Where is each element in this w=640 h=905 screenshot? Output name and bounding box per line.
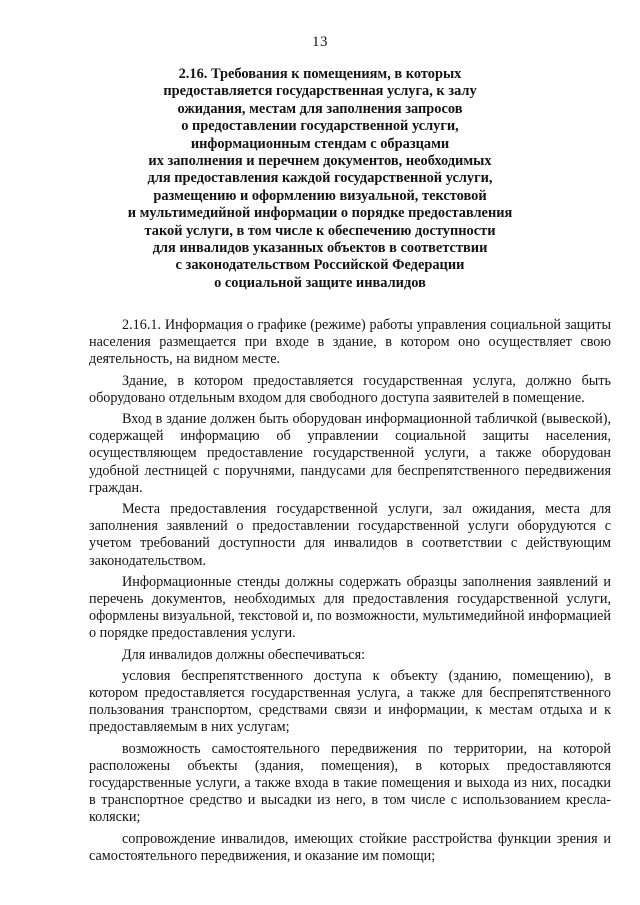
heading-line: их заполнения и перечнем документов, необходимых [148, 153, 492, 170]
paragraph-disabled-intro: Для инвалидов должны обеспечиваться: [122, 646, 366, 663]
heading-line: ожидания, местам для заполнения запросов [177, 100, 463, 117]
paragraph-info-stands: Информационные стенды должны содержать образцы заполнения заявлений и перечень документов, необходимых для предоставления государственной услуги, оформлены визуальной, текстовой и, по возможности, мультимедийной информацией о порядке предоставления услуги. [89, 573, 611, 642]
paragraph-separate-entrance: Здание, в котором предоставляется государственная услуга, должно быть оборудовано отдельным входом для свободного доступа заявителей в помещение. [89, 372, 611, 406]
heading-line: 2.16. Требования к помещениям, в которых [178, 66, 462, 82]
heading-line: информационным стендам с образцами [190, 135, 450, 152]
paragraph-access-conditions: условия беспрепятственного доступа к объекту (зданию, помещению), в котором предоставляется государственная услуга, а также для беспрепятственного пользования транспортом, средствами связи и информации, к местам отдыха и к предоставляемым в них услугам; [89, 667, 611, 736]
paragraph-escort: сопровождение инвалидов, имеющих стойкие расстройства функции зрения и самостоятельного передвижения, и оказание им помощи; [89, 830, 611, 864]
heading-line: для предоставления каждой государственной услуги, [147, 170, 493, 187]
heading-line: о социальной защите инвалидов [214, 274, 426, 291]
heading-line: и мультимедийной информации о порядке предоставления [127, 205, 513, 222]
section-heading [60, 66, 580, 292]
heading-line: для инвалидов указанных объектов в соответствии [152, 240, 488, 257]
paragraph-entrance-sign: Вход в здание должен быть оборудован информационной табличкой (вывеской), содержащей информацию об управлении социальной защиты населения, осуществляющем предоставление государственной услуги, а также оборудован удобной лестницей с поручнями, пандусами для беспрепятственного передвижения граждан. [89, 411, 611, 496]
paragraph-service-places: Места предоставления государственной услуги, зал ожидания, места для заполнения заявлений о предоставлении государственной услуги оборудуются с учетом требований доступности для инвалидов в соответствии с действующим законодательством. [89, 501, 611, 569]
paragraph-schedule-info: 2.16.1. Информация о графике (режиме) работы управления социальной защиты населения размещается при входе в здание, в котором оно осуществляет свою деятельность, на видном месте. [89, 317, 611, 368]
body-text [89, 317, 611, 869]
heading-line: о предоставлении государственной услуги, [181, 118, 459, 135]
heading-line: предоставляется государственная услуга, к залу [163, 83, 477, 100]
heading-line: с законодательством Российской Федерации [175, 257, 465, 274]
page-number: 13 [312, 34, 328, 50]
heading-line: такой услуги, в том числе к обеспечению доступности [144, 222, 496, 239]
heading-line: размещению и оформлению визуальной, текстовой [153, 187, 487, 204]
paragraph-independent-movement: возможность самостоятельного передвижения по территории, на которой расположены объекты (здания, помещения), в которых предоставляются государственные услуги, а также входа в такие помещения и выхода из них, посадки в транспортное средство и высадки из него, в том числе с использованием кресла-коляски; [89, 740, 611, 826]
